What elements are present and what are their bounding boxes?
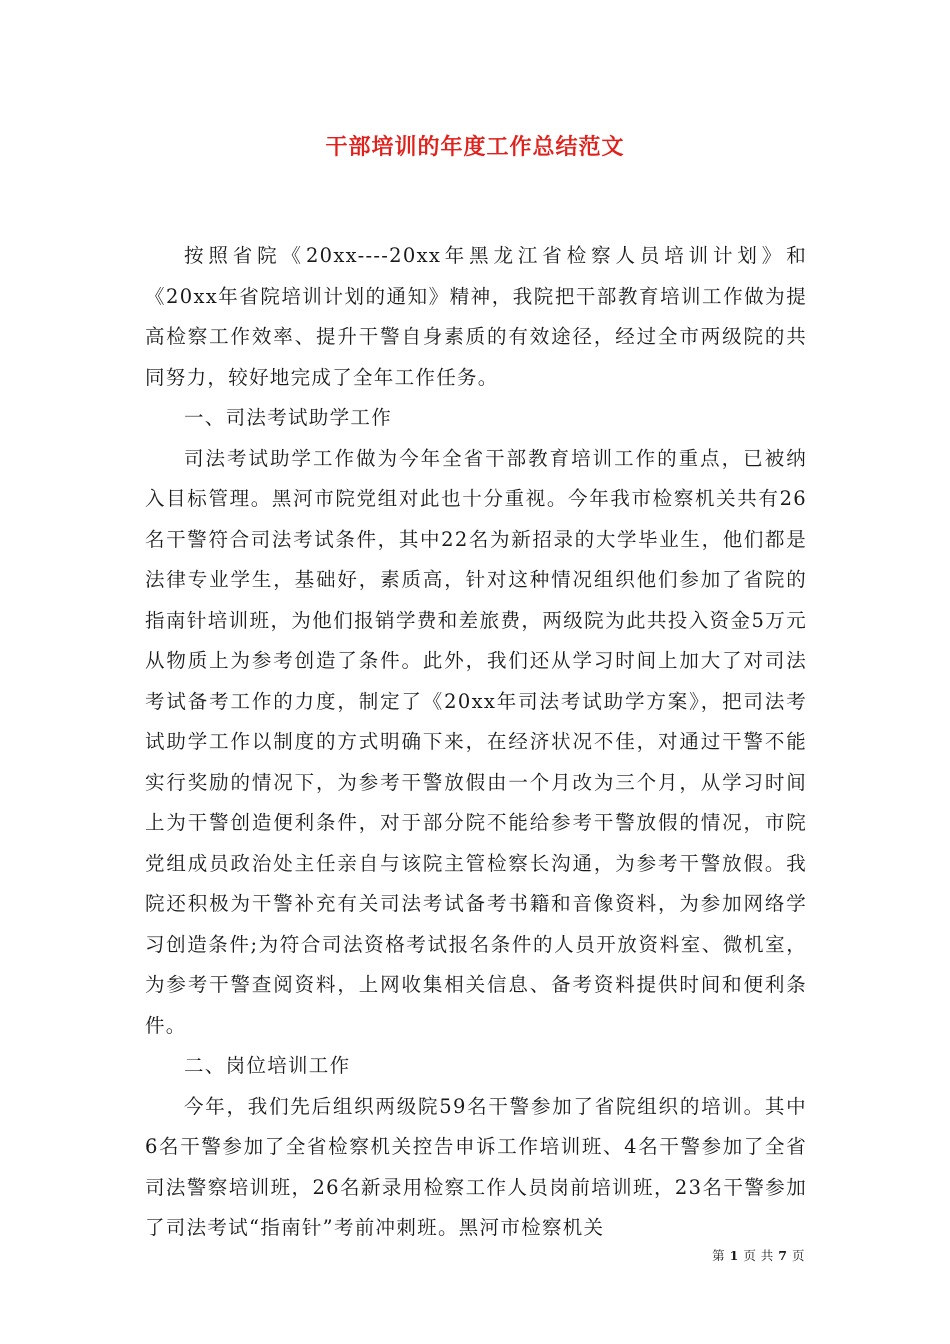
current-page-number: 1 <box>729 1248 739 1263</box>
section-heading-post-training: 二、岗位培训工作 <box>184 1054 351 1077</box>
footer-prefix: 第 <box>712 1248 726 1263</box>
post-training-paragraph: 今年，我们先后组织两级院59名干警参加了省院组织的培训。其中6名干警参加了全省检察机关控告申诉工作培训班、4名干警参加了全省司法警察培训班，26名新录用检察工作人员岗前培训班，23名干警参加了司法考试“指南针”考前冲刺班。黑河市检察机关 <box>145 1094 807 1239</box>
document-title: 干部培训的年度工作总结范文 <box>325 134 625 160</box>
intro-paragraph: 按照省院《20xx----20xx年黑龙江省检察人员培训计划》和《20xx年省院培训计划的通知》精神，我院把干部教育培训工作做为提高检察工作效率、提升干警自身素质的有效途径，经过全市两级院的共同努力，较好地完成了全年工作任务。 <box>145 244 807 389</box>
total-pages-number: 7 <box>778 1248 788 1263</box>
footer-suffix: 页 <box>791 1248 805 1263</box>
judicial-exam-paragraph: 司法考试助学工作做为今年全省干部教育培训工作的重点，已被纳入目标管理。黑河市院党组对此也十分重视。今年我市检察机关共有26名干警符合司法考试条件，其中22名为新招录的大学毕业生，他们都是法律专业学生，基础好，素质高，针对这种情况组织他们参加了省院的指南针培训班，为他们报销学费和差旅费，两级院为此共投入资金5万元从物质上为参考创造了条件。此外，我们还从学习时间上加大了对司法考试备考工作的力度，制定了《20xx年司法考试助学方案》，把司法考试助学工作以制度的方式明确下来，在经济状况不佳，对通过干警不能实行奖励的情况下，为参考干警放假由一个月改为三个月，从学习时间上为干警创造便利条件，对于部分院不能给参考干警放假的情况，市院党组成员政治处主任亲自与该院主管检察长沟通，为参考干警放假。我院还积极为干警补充有关司法考试备考书籍和音像资料，为参加网络学习创造条件;为符合司法资格考试报名条件的人员开放资料室、微机室，为参考干警查阅资料，上网收集相关信息、备考资料提供时间和便利条件。 <box>145 446 807 1037</box>
document-body <box>145 236 807 1249</box>
section-heading-judicial-exam: 一、司法考试助学工作 <box>184 406 393 429</box>
footer-middle: 页 共 <box>743 1248 774 1263</box>
page-number-footer <box>712 1246 805 1264</box>
